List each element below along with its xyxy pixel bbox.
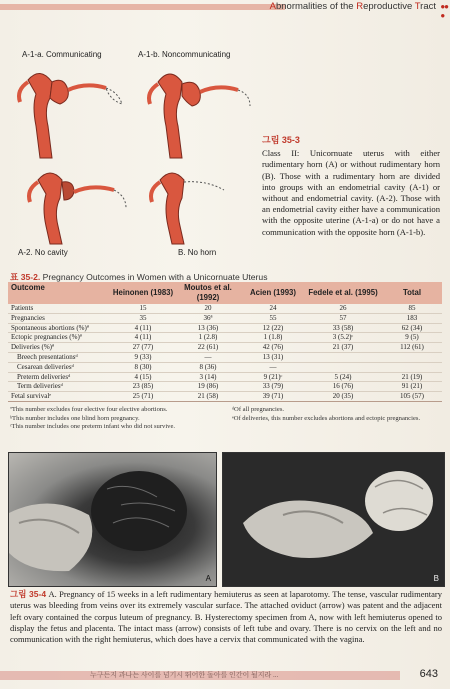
caption-text: Class II: Unicornuate uterus with either rudimentary horn (A) or without rudimentary horn (B). Those with a rudimentary horn are divided into groups with an endometrial cavity (A-1) or without and endometrial cavity. (A-2). Those with an endometrial cavity either have a communication with the opposite uterine (A-1-a) or do not have a communication with the opposite horn (A-1-b). bbox=[262, 148, 440, 237]
header-title: Abnormalities of the Reproductive Tract bbox=[269, 1, 436, 12]
page-number: 643 bbox=[419, 668, 438, 680]
photo-laparotomy bbox=[8, 452, 217, 587]
table-footnote: ᶜThis number includes one preterm infant who did not survive. bbox=[10, 423, 176, 431]
row-label: Preterm deliveriesᵈ bbox=[17, 372, 71, 381]
row-label: Spontaneous abortions (%)ª bbox=[11, 323, 89, 332]
table-row bbox=[8, 323, 442, 333]
table-cell: 36ª bbox=[203, 313, 213, 322]
table-cell: 105 (57) bbox=[400, 392, 424, 401]
table-cell: 62 (34) bbox=[401, 323, 423, 332]
row-label: Breech presentationsᵈ bbox=[17, 352, 78, 361]
table-cell: 21 (19) bbox=[401, 372, 423, 381]
photo-b-label: B bbox=[433, 574, 439, 583]
table-cell: 42 (76) bbox=[262, 343, 284, 352]
footnotes-left bbox=[10, 406, 220, 432]
table-cell: 20 (35) bbox=[332, 392, 354, 401]
column-header: Moutos et al. (1992) bbox=[184, 283, 232, 302]
table-cell: 33 (58) bbox=[332, 323, 354, 332]
table-number: 표 35-2. bbox=[10, 272, 41, 282]
table-row bbox=[8, 352, 442, 362]
photo-a-label: A bbox=[205, 574, 211, 583]
table-title-text: Pregnancy Outcomes in Women with a Unicornuate Uterus bbox=[42, 272, 268, 282]
table-cell: 91 (21) bbox=[401, 382, 423, 391]
label-a1a: A-1-a. Communicating bbox=[22, 50, 102, 59]
table-cell: 57 bbox=[339, 313, 347, 322]
table-cell: 5 (24) bbox=[334, 372, 352, 381]
row-label: Patients bbox=[11, 304, 34, 312]
label-b: B. No horn bbox=[178, 248, 217, 257]
table-cell: 9 (21)ᶜ bbox=[263, 372, 283, 381]
column-header: Outcome bbox=[11, 283, 45, 292]
uterus-b-drawing bbox=[151, 173, 224, 244]
table-footnote: ᵉOf deliveries, this number excludes abortions and ectopic pregnancies. bbox=[232, 414, 421, 422]
table-cell: 13 (31) bbox=[262, 352, 284, 361]
table-cell: 16 (76) bbox=[332, 382, 354, 391]
table-cell: 8 (36) bbox=[199, 362, 217, 371]
table-cell bbox=[304, 352, 382, 362]
table-cell: 20 bbox=[204, 304, 212, 312]
caption-text: A. Pregnancy of 15 weeks in a left rudimentary hemiuterus as seen at laparotomy. The tense, vascular rudimentary uterus was bleeding from veins over its extremely vascular surface. The attached oviduct (arrow) was patent and the adjacent left ovary contained the corpus luteum of pregnancy. B. Hysterectomy specimen from A, now with left hemiuterus opened to display the fetus and placenta. The intact mass (arrow) consists of left tube and ovary. There is no cervix on the left and no communication with the right hemiuterus, which does have a cervix that communicated with the vagina. bbox=[10, 589, 442, 645]
table-cell: 9 (5) bbox=[405, 333, 419, 342]
table-cell: 35 bbox=[139, 313, 147, 322]
figure-caption-35-3 bbox=[262, 135, 440, 238]
table-row bbox=[8, 382, 442, 392]
table-cell: 25 (71) bbox=[132, 392, 154, 401]
table-cell: 8 (30) bbox=[134, 362, 152, 371]
table-cell: 26 bbox=[339, 304, 347, 312]
table-row bbox=[8, 372, 442, 382]
footer-faint-text: 누구든지 과나는 사이를 넘기시 뛰어한 돌아를 인간이 될지라 ... bbox=[90, 671, 279, 679]
header-bar bbox=[0, 4, 285, 10]
table-cell: 15 bbox=[139, 304, 147, 312]
pregnancy-outcomes-table bbox=[8, 282, 442, 402]
table-cell: 55 bbox=[269, 313, 277, 322]
table-row bbox=[8, 313, 442, 323]
table-cell: 1 (2.8) bbox=[198, 333, 218, 342]
table-cell bbox=[382, 352, 442, 362]
column-header: Fedele et al. (1995) bbox=[308, 288, 378, 297]
table-cell: 27 (77) bbox=[132, 343, 154, 352]
table-header-row bbox=[8, 282, 442, 304]
label-a2: A-2. No cavity bbox=[18, 248, 68, 257]
table-cell: 9 (33) bbox=[134, 352, 152, 361]
table-row bbox=[8, 343, 442, 353]
uterus-a1a-drawing bbox=[19, 73, 122, 158]
table-row bbox=[8, 392, 442, 402]
photo-a-drawing bbox=[9, 453, 216, 586]
table-cell bbox=[304, 362, 382, 372]
table-cell: 33 (79) bbox=[262, 382, 284, 391]
row-label: Cesarean deliveriesᵈ bbox=[17, 362, 74, 371]
table-cell: 12 (22) bbox=[262, 323, 284, 332]
label-a1b: A-1-b. Noncommunicating bbox=[138, 50, 231, 59]
uterus-illustrations bbox=[10, 30, 255, 270]
table-footnote: ªThis number excludes four elective four elective abortions. bbox=[10, 406, 168, 413]
table-footnote: ᵇThis number includes one blind horn pregnancy. bbox=[10, 414, 140, 422]
table-footnote: ᵈOf all pregnancies. bbox=[232, 406, 285, 413]
table-cell: 21 (37) bbox=[332, 343, 354, 352]
table-cell: 85 bbox=[408, 304, 416, 312]
table-cell: 24 bbox=[269, 304, 277, 312]
photo-b-drawing bbox=[223, 453, 444, 586]
page-footer bbox=[0, 665, 450, 689]
column-header: Acien (1993) bbox=[250, 288, 296, 297]
photo-hysterectomy-specimen bbox=[222, 452, 445, 587]
table-row bbox=[8, 333, 442, 343]
column-header: Total bbox=[402, 288, 422, 297]
table-body bbox=[8, 304, 442, 401]
table-cell: 183 bbox=[406, 313, 418, 322]
column-header: Heinonen (1983) bbox=[112, 288, 174, 297]
table-cell: — bbox=[204, 352, 212, 361]
table-cell: 3 (5.2)ᶜ bbox=[332, 333, 354, 342]
row-label: Fetal survivalᵉ bbox=[11, 392, 52, 401]
figure-caption-35-4 bbox=[10, 589, 442, 645]
row-label: Deliveries (%)ª bbox=[11, 343, 54, 352]
table-cell: 4 (15) bbox=[134, 372, 152, 381]
table-cell: 39 (71) bbox=[262, 392, 284, 401]
row-label: Term deliveriesᵈ bbox=[17, 382, 63, 391]
footnotes-right bbox=[232, 406, 442, 423]
table-cell: 1 (1.8) bbox=[263, 333, 283, 342]
uterus-a2-drawing bbox=[29, 173, 126, 244]
table-cell: 21 (58) bbox=[197, 392, 219, 401]
table-cell: 23 (85) bbox=[132, 382, 154, 391]
row-label: Ectopic pregnancies (%)ª bbox=[11, 333, 82, 342]
table-cell: 3 (14) bbox=[199, 372, 217, 381]
table-cell: — bbox=[269, 362, 277, 371]
figure-number: 그림 35-3 bbox=[262, 135, 300, 145]
table-cell: 22 (61) bbox=[197, 343, 219, 352]
figure-number: 그림 35-4 bbox=[10, 589, 47, 599]
table-cell: 19 (86) bbox=[197, 382, 219, 391]
uterus-drawings bbox=[10, 30, 255, 270]
table-cell: 4 (11) bbox=[134, 323, 152, 332]
table-row bbox=[8, 304, 442, 313]
running-header bbox=[0, 0, 450, 20]
header-dots-icon: ●● ● bbox=[440, 2, 448, 20]
table-cell: 13 (36) bbox=[197, 323, 219, 332]
table-cell bbox=[382, 362, 442, 372]
table-cell: 4 (11) bbox=[134, 333, 152, 342]
table-row bbox=[8, 362, 442, 372]
uterus-a1b-drawing bbox=[149, 74, 250, 158]
row-label: Pregnancies bbox=[11, 313, 45, 322]
table-cell: 112 (61) bbox=[400, 343, 424, 352]
